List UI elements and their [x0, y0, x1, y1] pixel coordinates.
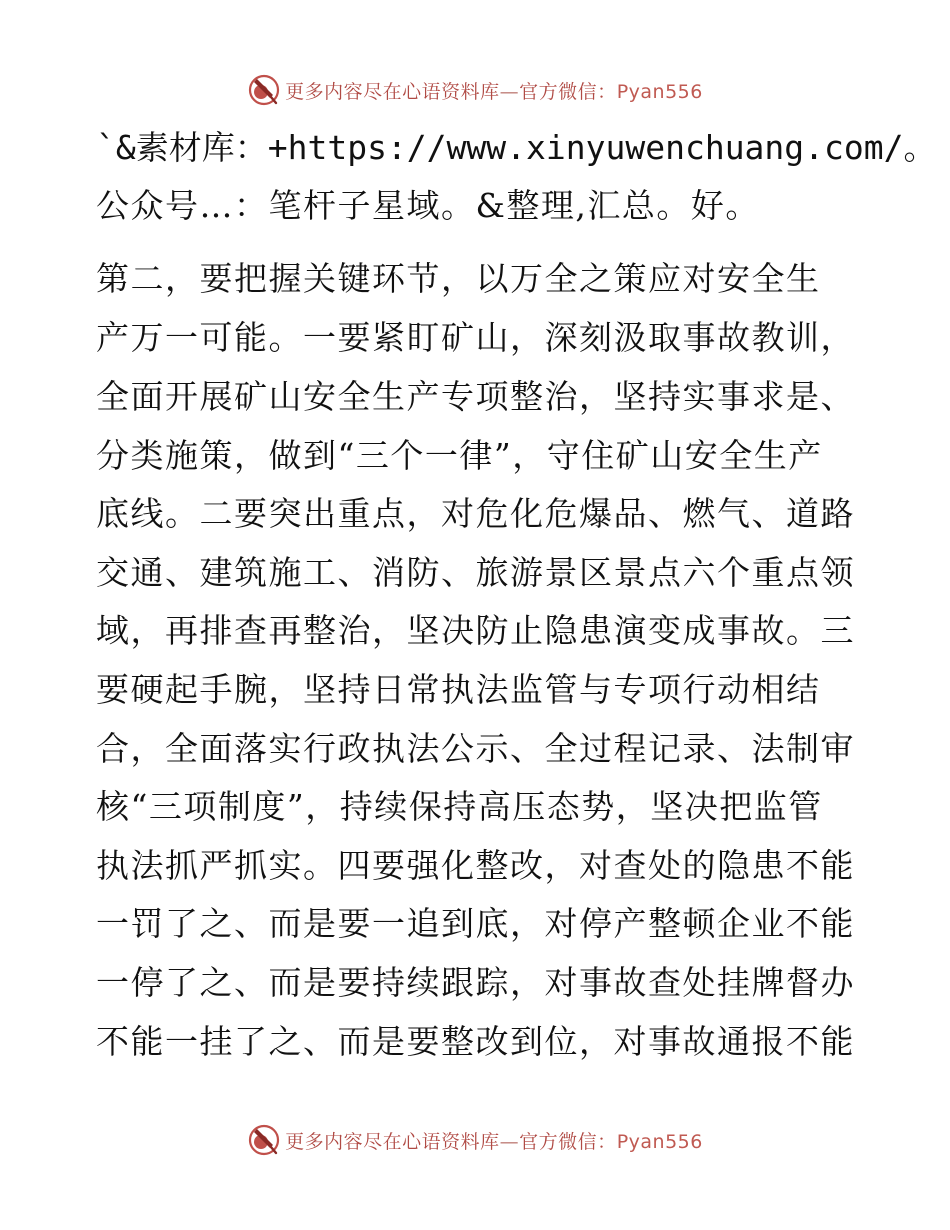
paragraph-line-4: 分类施策，做到“三个一律”，守住矿山安全生产	[96, 436, 823, 475]
footer-watermark-banner	[0, 1120, 950, 1160]
paragraph-line-11: 执法抓严抓实。四要强化整改，对查处的隐患不能	[96, 846, 855, 885]
header-contact-id: Pyan556	[616, 80, 703, 103]
intro-line-2: 公众号…：笔杆子星域。&整理,汇总。好。	[96, 186, 760, 225]
footer-contact-label: 官方微信：	[519, 1130, 617, 1153]
brand-logo-icon	[247, 1123, 281, 1157]
header-banner-text	[285, 77, 703, 104]
paragraph-line-10: 核“三项制度”，持续保持高压态势，坚决把监管	[96, 787, 823, 826]
paragraph-line-14: 不能一挂了之、而是要整改到位，对事故通报不能	[96, 1022, 855, 1061]
paragraph-line-5: 底线。二要突出重点，对危化危爆品、燃气、道路	[96, 494, 855, 533]
paragraph-line-3: 全面开展矿山安全生产专项整治，坚持实事求是、	[96, 377, 855, 416]
paragraph-line-7: 域，再排查再整治，坚决防止隐患演变成事故。三	[96, 611, 855, 650]
header-separator: —	[499, 80, 520, 103]
header-watermark-banner	[0, 70, 950, 110]
paragraph-line-1: 第二，要把握关键环节，以万全之策应对安全生	[96, 259, 821, 298]
header-brand-text: 更多内容尽在心语资料库	[285, 80, 500, 103]
footer-brand-text: 更多内容尽在心语资料库	[285, 1130, 500, 1153]
paragraph-line-9: 合，全面落实行政执法公示、全过程记录、法制审	[96, 729, 855, 768]
brand-logo-icon	[247, 73, 281, 107]
footer-contact-id: Pyan556	[616, 1130, 703, 1153]
footer-banner-text	[285, 1127, 703, 1154]
paragraph-line-2: 产万一可能。一要紧盯矿山，深刻汲取事故教训，	[96, 318, 855, 357]
paragraph-line-13: 一停了之、而是要持续跟踪，对事故查处挂牌督办	[96, 963, 855, 1002]
footer-separator: —	[499, 1130, 520, 1153]
header-contact-label: 官方微信：	[519, 80, 617, 103]
paragraph-line-6: 交通、建筑施工、消防、旅游景区景点六个重点领	[96, 553, 855, 592]
paragraph-line-12: 一罚了之、而是要一追到底，对停产整顿企业不能	[96, 904, 855, 943]
paragraph-line-8: 要硬起手腕，坚持日常执法监管与专项行动相结	[96, 670, 821, 709]
intro-line-1: `&素材库：+https://www.xinyuwenchuang.com/。	[96, 128, 937, 167]
